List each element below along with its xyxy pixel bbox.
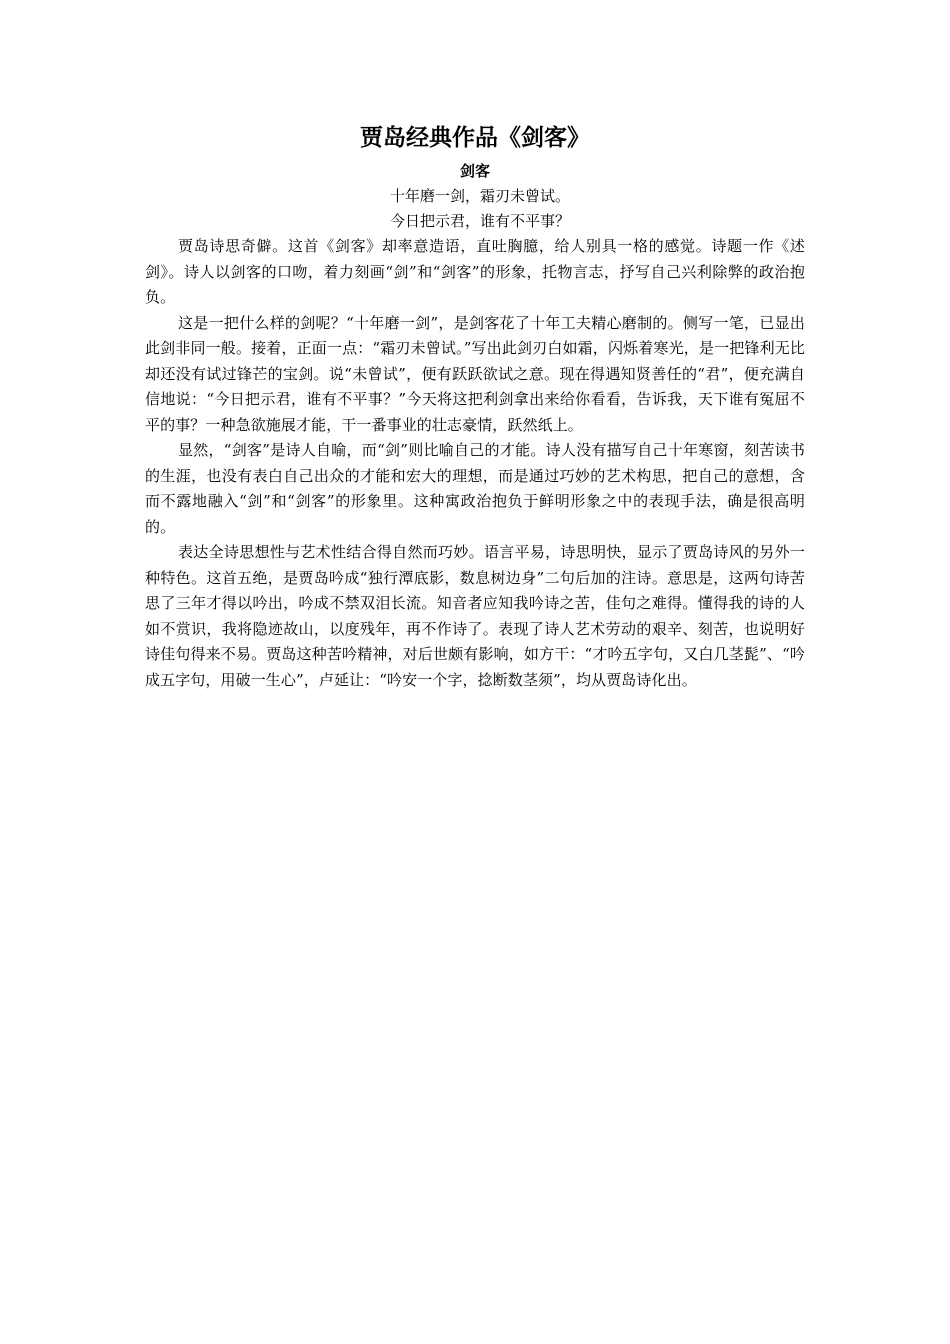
paragraph-3: 显然，“剑客”是诗人自喻，而“剑”则比喻自己的才能。诗人没有描写自己十年寒窗，刻苦读书的生涯，也没有表白自己出众的才能和宏大的理想，而是通过巧妙的艺术构思，把自己的意想，含而不露地融入“剑”和“剑客”的形象里。这种寓政治抱负于鲜明形象之中的表现手法，确是很高明的。 bbox=[145, 441, 805, 536]
document-page bbox=[145, 118, 805, 693]
paragraph-1: 贾岛诗思奇僻。这首《剑客》却率意造语，直吐胸臆，给人别具一格的感觉。诗题一作《述剑》。诗人以剑客的口吻，着力刻画“剑”和“剑客”的形象，托物言志，抒写自己兴利除弊的政治抱负。 bbox=[145, 237, 805, 306]
poem-line-1: 十年磨一剑，霜刃未曾试。 bbox=[389, 187, 570, 205]
paragraph-2: 这是一把什么样的剑呢？“十年磨一剑”，是剑客花了十年工夫精心磨制的。侧写一笔，已显出此剑非同一般。接着，正面一点：“霜刃未曾试。”写出此剑刃白如霜，闪烁着寒光，是一把锋利无比却还没有试过锋芒的宝剑。说“未曾试”，便有跃跃欲试之意。现在得遇知贤善任的“君”，便充满自信地说：“今日把示君，谁有不平事？”今天将这把利剑拿出来给你看看，告诉我，天下谁有冤屈不平的事？一种急欲施展才能，干一番事业的壮志豪情，跃然纸上。 bbox=[145, 313, 805, 434]
poem-line-2: 今日把示君，谁有不平事？ bbox=[389, 212, 570, 230]
document-title: 贾岛经典作品《剑客》 bbox=[360, 124, 590, 151]
poem-title: 剑客 bbox=[459, 162, 490, 180]
paragraph-4: 表达全诗思想性与艺术性结合得自然而巧妙。语言平易，诗思明快，显示了贾岛诗风的另外一种特色。这首五绝，是贾岛吟成“独行潭底影，数息树边身”二句后加的注诗。意思是，这两句诗苦思了三年才得以吟出，吟成不禁双泪长流。知音者应知我吟诗之苦，佳句之难得。懂得我的诗的人如不赏识，我将隐迹故山，以度残年，再不作诗了。表现了诗人艺术劳动的艰辛、刻苦，也说明好诗佳句得来不易。贾岛这种苦吟精神，对后世颇有影响，如方干：“才吟五字句，又白几茎髭”、“吟成五字句，用破一生心”，卢延让：“吟安一个字，捻断数茎须”，均从贾岛诗化出。 bbox=[145, 543, 805, 689]
